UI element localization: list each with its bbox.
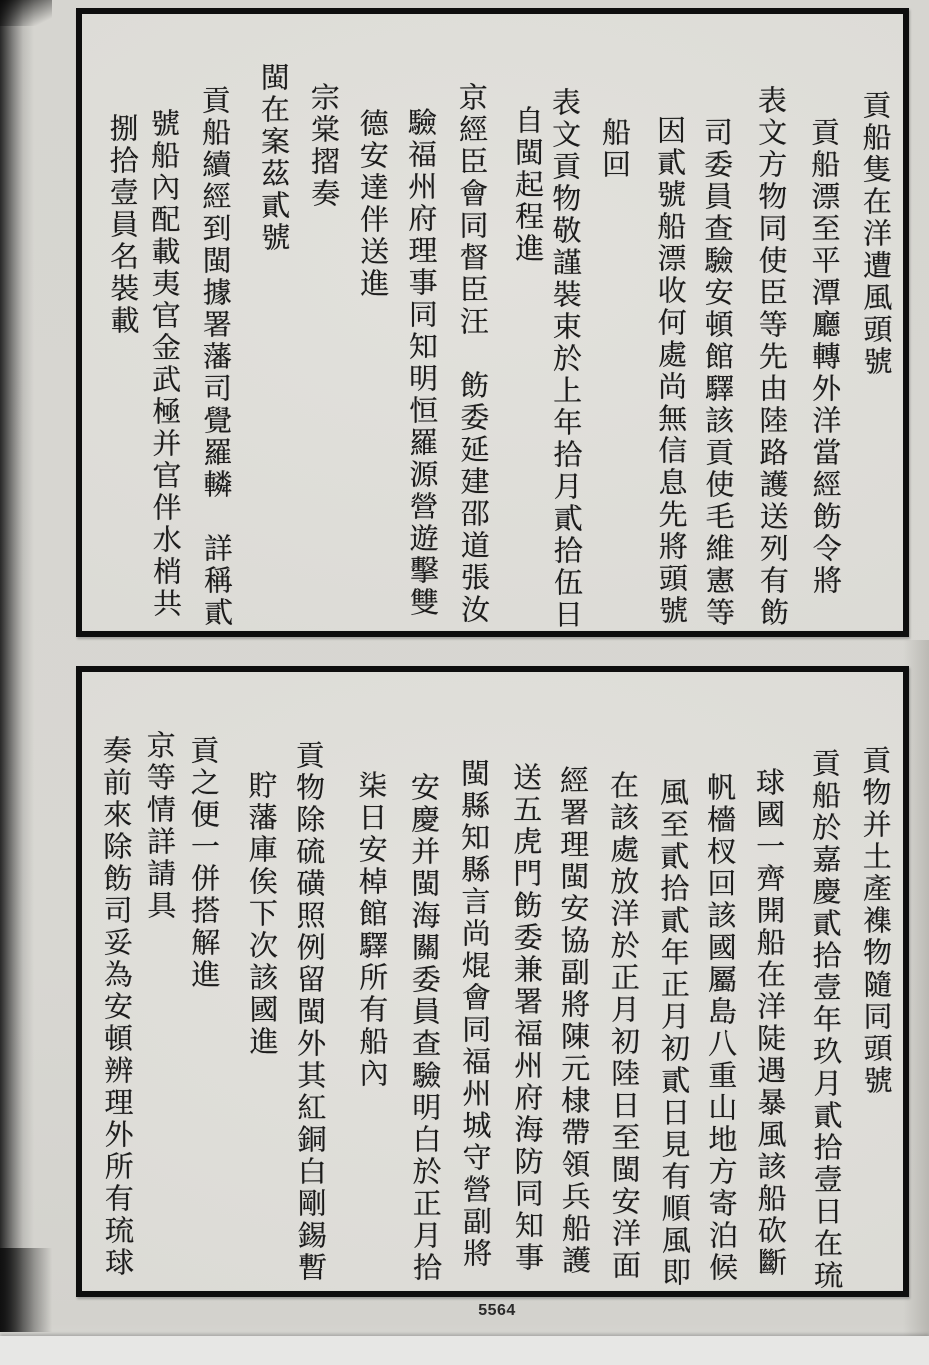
text-column: 球國一齊開船在洋陡遇暴風該船砍斷 (751, 766, 789, 1280)
text-column: 柒日安棹館驛所有船內 (354, 769, 390, 1091)
text-column: 德安達伴送進 (355, 107, 391, 301)
text-column: 貢船隻在洋遭風頭號 (858, 89, 894, 379)
text-column: 船回 (597, 116, 633, 182)
text-column: 貢物并土產襍物隨同頭號 (858, 744, 894, 1098)
text-column: 號船內配載夷官金武極并官伴水梢共 (146, 107, 184, 621)
text-column: 捌拾壹員名裝載 (105, 112, 141, 338)
scan-shadow-top-left (0, 0, 52, 26)
text-column: 帆檣杈回該國屬島八重山地方寄泊候 (702, 771, 740, 1285)
text-column: 因貳號船漂收何處尚無信息先將頭號 (652, 114, 690, 628)
scan-edge-bottom (0, 1336, 929, 1365)
text-column: 京等情詳請具 (142, 729, 178, 923)
text-column: 表文貢物敬謹裝束於上年拾月貳拾伍日 (547, 86, 585, 632)
text-column: 奏前來除飭司妥為安頓辨理外所有琉球 (98, 734, 136, 1280)
text-column: 貢船漂至平潭廳轉外洋當經飭令將 (806, 116, 844, 598)
binding-gutter-shadow (0, 0, 34, 1332)
text-column: 在該處放洋於正月初陸日至閩安洋面 (605, 769, 643, 1283)
text-frame-bottom (76, 666, 909, 1297)
text-column: 表文方物同使臣等先由陸路護送列有飭 (753, 84, 791, 630)
text-column: 貢船於嘉慶貳拾壹年玖月貳拾壹日在琉 (807, 747, 845, 1293)
text-column: 京經臣會同督臣汪 飭委延建邵道張汝 (454, 81, 492, 627)
text-column: 安慶并閩海關委員查驗明白於正月拾 (406, 771, 444, 1285)
text-column: 風至貳拾貳年正月初貳日見有順風即 (655, 776, 693, 1290)
text-column: 自閩起程進 (510, 104, 546, 266)
text-column: 閩縣知縣言尚焜會同福州城守營副將 (456, 757, 494, 1271)
text-column: 送五虎門飭委兼署福州府海防同知事 (508, 761, 546, 1275)
scan-shadow-bottom-left (0, 1248, 58, 1332)
text-column: 貢船續經到閩據署藩司覺羅轔 詳稱貳 (197, 84, 235, 630)
text-frame-top (76, 8, 909, 637)
text-column: 宗棠摺奏 (306, 81, 342, 211)
page-number: 5564 (478, 1302, 516, 1319)
text-column: 閩在案茲貳號 (256, 61, 292, 255)
text-column: 經署理閩安協副將陳元棣帶領兵船護 (555, 764, 593, 1278)
text-column: 司委員查驗安頓館驛該貢使毛維憲等 (699, 116, 737, 630)
text-column: 貢之便一併搭解進 (186, 734, 222, 992)
text-column: 驗福州府理事同知明恒羅源營遊擊雙 (403, 106, 441, 620)
text-column: 貢物除硫磺照例留閩外其紅銅白剛錫暫 (291, 739, 329, 1285)
text-column: 貯藩庫俟下次該國進 (244, 769, 280, 1059)
